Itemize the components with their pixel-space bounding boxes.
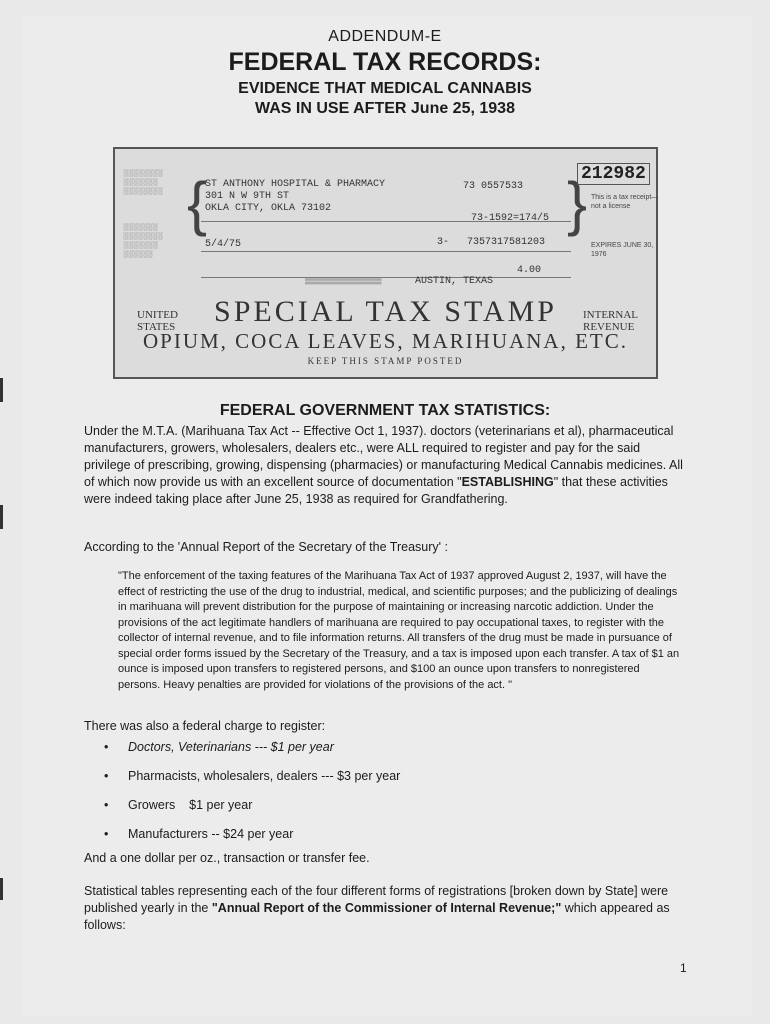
registrant-city: OKLA CITY, OKLA 73102 — [205, 203, 332, 214]
registrant-address: 301 N W 9TH ST — [205, 191, 290, 202]
bullet-icon: • — [104, 740, 109, 754]
list-item: • Growers $1 per year — [104, 798, 253, 812]
stamp-serial-number: 212982 — [577, 163, 650, 185]
stamp-issued-place: AUSTIN, TEXAS — [415, 276, 494, 287]
stamp-issued-label: ▒▒▒▒▒▒▒▒▒▒▒▒▒▒▒▒▒▒ — [305, 279, 382, 285]
stamp-field-4: 7357317581203 — [467, 237, 546, 248]
addendum-label: ADDENDUM-E — [328, 28, 442, 45]
bullet-icon: • — [104, 827, 109, 841]
closing-paragraph: Statistical tables representing each of the four different forms of registrations [broken down by State] were published yearly in the "Annual Report of the Commissioner of Internal Revenue;" which appeared as follows: — [84, 884, 670, 932]
transfer-fee-line: And a one dollar per oz., transaction or transfer fee. — [84, 851, 370, 865]
brace-right-icon: } — [567, 170, 588, 237]
page-title: FEDERAL TAX RECORDS: — [228, 48, 542, 76]
stamp-title: SPECIAL TAX STAMP — [214, 295, 557, 328]
stamp-footer-text: KEEP THIS STAMP POSTED — [307, 356, 464, 366]
bullet-icon: • — [104, 769, 109, 783]
page-subtitle-line1: EVIDENCE THAT MEDICAL CANNABIS — [238, 80, 532, 97]
page-subtitle-line2: WAS IN USE AFTER June 25, 1938 — [255, 100, 515, 117]
treasury-quote: "The enforcement of the taxing features of the Marihuana Tax Act of 1937 approved August 2, 1937, will have the effect of restricting the use of the drug to industrial, medical, and scientific purposes; and the publicizing of dealings in marihuana will prevent distribution for the purpose of maintaining or increasing narcotic addiction. Under the provisions of the act legitimate handlers of marihuana are required to pay occupational taxes, to register with the collector of internal revenue, and to file information returns. All transfers of the drug must be made in pursuance of special order forms issued by the Secretary of the Treasury, and a tax is imposed upon each transfer. A tax of $1 an ounce is imposed upon transfers to registered persons, and $100 an ounce upon transfers to nonregistered persons. Heavy penalties are provided for violations of the provisions of the act. " — [118, 570, 680, 691]
list-item: • Manufacturers -- $24 per year — [104, 827, 294, 841]
document-header — [0, 28, 770, 119]
page-number: 1 — [680, 961, 687, 975]
registrant-name: ST ANTHONY HOSPITAL & PHARMACY — [205, 179, 386, 190]
list-item: • Pharmacists, wholesalers, dealers --- $3 per year — [104, 769, 401, 783]
brace-left-icon: { — [187, 170, 208, 237]
stamp-caption — [115, 295, 656, 366]
bullet-icon: • — [104, 798, 109, 812]
stamp-field-5: 5/4/75 — [205, 239, 242, 250]
intro-paragraph: Under the M.T.A. (Marihuana Tax Act -- Effective Oct 1, 1937). doctors (veterinarians et al), pharmaceutical manufacturers, growers, wholesalers, dealers etc., were ALL required to register and pay for the said privilege of prescribing, growing, dispensing (pharmacies) or manufacturing Medical Cannabis medicines. All of which now provide us with an excellent source of documentation "ESTABLISHING" that these activities were indeed taking place after June 25, 1938 as required for Grandfathering. — [84, 424, 683, 506]
scan-edge-mark — [0, 505, 3, 529]
section-heading: FEDERAL GOVERNMENT TAX STATISTICS: — [219, 402, 551, 419]
stamp-left-note: ░░░░░░░ ░░░░░░░░ ░░░░░░░ ░░░░░░ — [123, 224, 163, 258]
stamp-receipt-note: This is a tax receipt—not a license — [591, 194, 659, 210]
stamp-field-1: 73 0557533 — [463, 181, 524, 192]
list-item: • Doctors, Veterinarians --- $1 per year — [104, 740, 334, 754]
scan-edge-mark — [0, 878, 3, 900]
fee-list — [104, 740, 400, 856]
according-line: According to the 'Annual Report of the Secretary of the Treasury' : — [84, 540, 448, 554]
register-line: There was also a federal charge to register: — [84, 719, 326, 733]
scan-edge-mark — [0, 378, 3, 402]
stamp-registration-form — [201, 157, 571, 285]
stamp-expires-note: EXPIRES JUNE 30, 1976 — [591, 242, 654, 258]
stamp-left-note: ░░░░░░░░ ░░░░░░░ ░░░░░░░░ — [123, 170, 163, 195]
stamp-field-2: 73-1592=174/5 — [471, 213, 550, 224]
stamp-amount: 4.00 — [517, 265, 542, 276]
stamp-united-states: UNITED STATES — [137, 309, 178, 333]
tax-stamp-image — [113, 147, 658, 379]
stamp-field-3: 3- — [437, 237, 450, 248]
stamp-internal-revenue: INTERNAL REVENUE — [583, 309, 638, 333]
stamp-subtitle: OPIUM, COCA LEAVES, MARIHUANA, ETC. — [143, 329, 628, 353]
